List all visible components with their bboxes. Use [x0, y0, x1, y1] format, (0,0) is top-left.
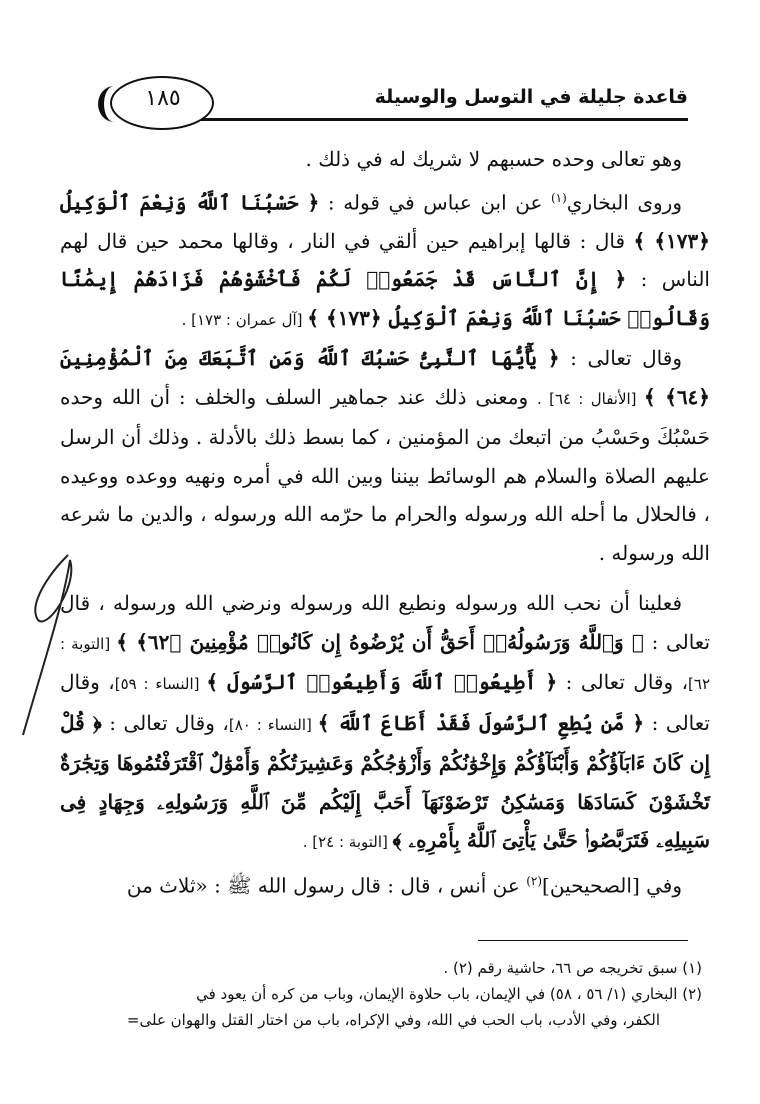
verse-reference: [النساء : ٥٩]	[114, 675, 207, 694]
text-span: عن ابن عباس في قوله :	[319, 190, 551, 215]
verse-reference: [الأنفال : ٦٤] .	[537, 389, 644, 408]
verse-reference: [التوبة : ٢٤] .	[302, 833, 393, 852]
paragraph-gap	[60, 572, 710, 584]
quran-verse: ﴿ يَٰٓأَيُّهَا ٱلنَّبِىُّ حَسْبُكَ ٱللَّهُ وَمَنِ ٱتَّبَعَكَ مِنَ ٱلْمُؤْمِنِينَ ﴿٦٤﴾ ﴾	[60, 346, 711, 409]
text-span: قال : قالها إبراهيم حين ألقي في النار ، وقالها محمد حين قال لهم الناس :	[60, 228, 710, 292]
quran-verse: ﴿ حَسْبُنَا ٱللَّهُ وَنِعْمَ ٱلْوَكِيلُ ﴿١٧٣﴾ ﴾	[60, 190, 710, 253]
quran-verse: ﴿ مَّن يُطِعِ ٱلرَّسُولَ فَقَدْ أَطَاعَ ٱللَّهَ ﴾	[317, 710, 645, 735]
verse-reference: [النساء : ٨٠]	[228, 715, 318, 734]
text-span: فعلينا أن نحب الله ورسوله ونطيع الله ورسوله ونرضي الله ورسوله ، قال تعالى :	[60, 591, 711, 654]
paragraph-3	[60, 339, 710, 572]
paragraph-5	[60, 862, 710, 905]
page-number: ١٨٥	[145, 86, 181, 111]
footnote-2: (٢) البخاري (١/ ٥٦ ، ٥٨) في الإيمان، باب حلاوة الإيمان، وباب من كره أن يعود في	[196, 985, 702, 1003]
quran-verse: ﴿ أَطِيعُوا۟ ٱللَّهَ وَأَطِيعُوا۟ ٱلرَّسُولَ ﴾	[206, 670, 558, 695]
main-text	[60, 140, 710, 905]
verse-reference: [آل عمران : ١٧٣] .	[181, 310, 308, 329]
footnotes	[62, 955, 702, 1033]
paragraph-4	[60, 584, 710, 862]
footnote-1: (١) سبق تخريجه ص ٦٦، حاشية رقم (٢) .	[443, 959, 702, 977]
handwritten-margin-mark	[8, 545, 88, 745]
footnote-separator	[478, 940, 688, 941]
text-span: ، وقال تعالى :	[101, 710, 229, 735]
quran-verse: ﴿ قُلْ إِن كَانَ ءَابَآؤُكُمْ وَأَبْنَآؤُكُمْ وَإِخْوَٰنُكُمْ وَأَزْوَٰجُكُمْ وَعَشِيرَتُكُمْ وَأَمْوَٰلٌ ٱقْتَرَفْتُمُوهَا وَتِجَٰرَةٌ تَخْشَوْنَ كَسَادَهَا وَمَسَٰكِنُ تَرْضَوْنَهَآ أَحَبَّ إِلَيْكُم مِّنَ ٱللَّهِ وَرَسُولِهِۦ وَجِهَادٍ فِى سَبِيلِهِۦ فَتَرَبَّصُوا۟ حَتَّىٰ يَأْتِىَ ٱللَّهُ بِأَمْرِهِۦ ﴾	[60, 710, 710, 853]
quran-verse: ﴿ وَٱللَّهُ وَرَسُولُهُۥٓ أَحَقُّ أَن يُرْضُوهُ إِن كَانُوا۟ مُؤْمِنِينَ ﴿٦٢﴾ ﴾	[116, 629, 644, 654]
verse-reference: [التوبة : ٦٢]	[60, 634, 711, 694]
footnote-2-continued: الكفر، وفي الأدب، باب الحب في الله، وفي الإكراه، باب من اختار القتل والهوان على=	[126, 1011, 660, 1029]
text-span: ومعنى ذلك عند جماهير السلف والخلف : أن الله وحده حَسْبُكَ وحَسْبُ من اتبعك من المؤمنين ، كما بسط ذلك بالأدلة . وذلك أن الرسل عليهم الصلاة والسلام هم الوسائط بيننا وبين الله في أمره ونهيه ووعده ووعيده ، فالحلال ما أحله الله ورسوله والحرام ما حرّمه الله ورسوله ، والدين ما شرعه الله ورسوله .	[60, 384, 710, 565]
footnote-marker-2: (٢)	[526, 873, 543, 888]
text-span: ، وقال تعالى :	[60, 670, 710, 735]
text-span: ، وقال تعالى :	[557, 670, 689, 695]
text-span: وقال تعالى :	[559, 346, 682, 371]
text-span: وروى البخاري	[566, 190, 682, 215]
quran-verse: ﴿ إِنَّ ٱلنَّاسَ قَدْ جَمَعُوا۟ لَكُمْ فَٱخْشَوْهُمْ فَزَادَهُمْ إِيمَٰنًا وَقَالُوا۟ حَسْبُنَا ٱللَّهُ وَنِعْمَ ٱلْوَكِيلُ ﴿١٧٣﴾ ﴾	[60, 267, 710, 330]
running-title: قاعدة جليلة في التوسل والوسيلة	[374, 86, 688, 108]
footnote-marker-1: (١)	[550, 190, 567, 205]
header-rule	[140, 118, 688, 121]
text-span: عن أنس ، قال : قال رسول الله ﷺ : «ثلاث من	[126, 873, 527, 898]
paragraph-1: وهو تعالى وحده حسبهم لا شريك له في ذلك .	[305, 147, 682, 171]
text-span: وفي [الصحيحين]	[542, 873, 682, 898]
paragraph-2	[60, 179, 710, 340]
